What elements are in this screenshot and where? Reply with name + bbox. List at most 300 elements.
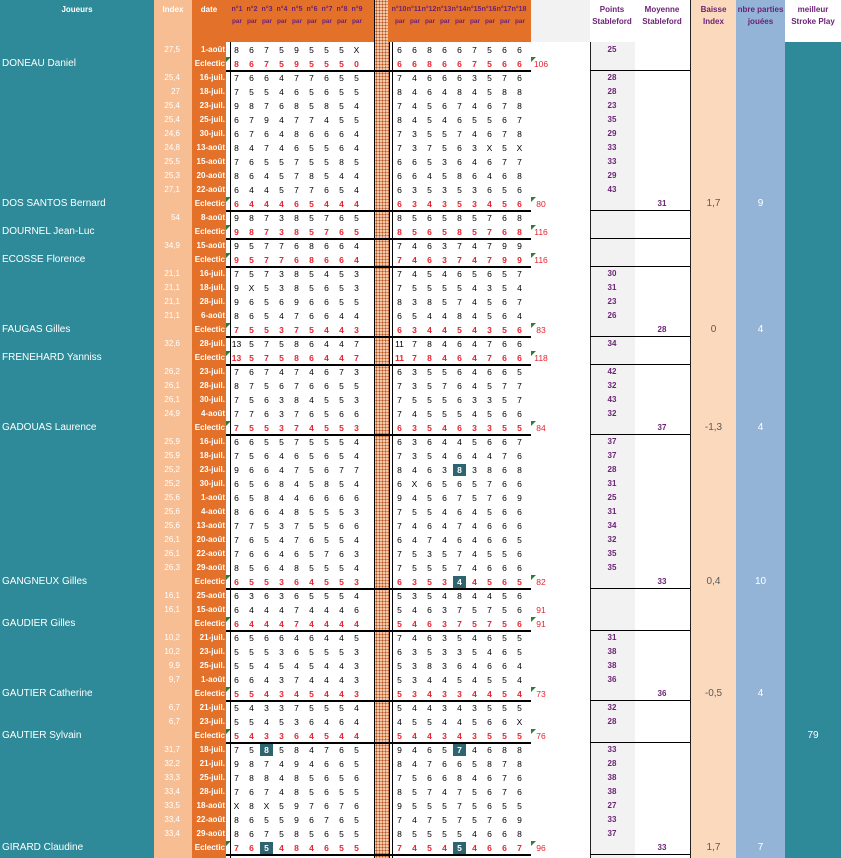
hole-score: 4 — [412, 73, 417, 83]
hole-score: 6 — [234, 115, 239, 125]
hole-score: 6 — [324, 773, 329, 783]
round-date[interactable]: 21-juil. — [199, 703, 225, 712]
hole-score: 5 — [309, 521, 314, 531]
hole-score: 6 — [234, 437, 239, 447]
hole-score: 4 — [354, 143, 359, 153]
hole-score: 7 — [264, 45, 269, 55]
hole-score: 5 — [442, 129, 447, 139]
hole-score: 5 — [517, 703, 522, 713]
hole-score: 3 — [442, 241, 447, 251]
hole-score: 4 — [472, 409, 477, 419]
round-date[interactable]: 23-juil. — [199, 101, 225, 110]
hole-score: 6 — [234, 479, 239, 489]
round-date[interactable]: 13-août — [196, 143, 225, 152]
hole-score: 7 — [279, 241, 284, 251]
hole-score: 5 — [412, 227, 417, 237]
hole-score: 4 — [472, 367, 477, 377]
hole-score: 4 — [294, 689, 299, 699]
round-row — [0, 799, 841, 813]
round-row — [0, 141, 841, 155]
hole-score: 4 — [427, 199, 432, 209]
round-date[interactable]: 23-juil. — [199, 465, 225, 474]
round-row — [0, 463, 841, 477]
hole-score: 5 — [472, 815, 477, 825]
hole-score: 5 — [502, 703, 507, 713]
hole-score: 7 — [427, 815, 432, 825]
hole-score: 6 — [324, 465, 329, 475]
hole-score: 6 — [502, 311, 507, 321]
hole-score: 5 — [457, 199, 462, 209]
hole-score: 5 — [309, 283, 314, 293]
round-date[interactable]: 29-août — [196, 563, 225, 572]
hole-score: 4 — [324, 199, 329, 209]
hole-score: 6 — [234, 493, 239, 503]
hole-score: 8 — [427, 45, 432, 55]
round-date[interactable]: 15-août — [196, 241, 225, 250]
hole-number-header: n°15 — [466, 6, 482, 13]
hole-score: 4 — [472, 451, 477, 461]
hole-score: 6 — [457, 451, 462, 461]
player-name[interactable]: FRENEHARD Yanniss — [2, 352, 102, 363]
hole-score: 7 — [397, 773, 402, 783]
hole-score: 5 — [397, 731, 402, 741]
hole-score: 6 — [324, 787, 329, 797]
moyenne-stableford: 28 — [657, 325, 667, 334]
eclectic-marker-icon — [531, 687, 536, 692]
hole-score: 6 — [502, 507, 507, 517]
hole-score: 4 — [442, 353, 447, 363]
hole-score: 5 — [324, 703, 329, 713]
hole-score: 6 — [249, 171, 254, 181]
hole-score: 6 — [442, 59, 447, 69]
hole-score: 4 — [442, 437, 447, 447]
hole-score: X — [486, 143, 493, 153]
eclectic-total: 80 — [536, 199, 546, 209]
round-date[interactable]: 25-août — [196, 591, 225, 600]
hole-score: 6 — [502, 661, 507, 671]
hole-score: 6 — [324, 283, 329, 293]
index-value: 33,5 — [164, 801, 180, 810]
hole-score: 6 — [502, 45, 507, 55]
hole-score: 6 — [457, 381, 462, 391]
hole-score: 7 — [502, 73, 507, 83]
hole-score: 4 — [339, 689, 344, 699]
hole-score: 7 — [487, 353, 492, 363]
hole-score: 6 — [397, 171, 402, 181]
hole-score: 6 — [249, 787, 254, 797]
player-name[interactable]: ECOSSE Florence — [2, 254, 86, 265]
hole-score: 8 — [294, 283, 299, 293]
hole-score: 7 — [427, 535, 432, 545]
hole-score: 7 — [234, 773, 239, 783]
hole-score: 6 — [427, 479, 432, 489]
round-date[interactable]: 1-août — [201, 493, 225, 502]
hole-score: 6 — [397, 367, 402, 377]
round-date[interactable]: 18-juil. — [199, 283, 225, 292]
hole-score: 4 — [442, 591, 447, 601]
nbre-parties: 9 — [757, 198, 764, 209]
hole-score: 6 — [427, 213, 432, 223]
round-date[interactable]: 16-juil. — [199, 437, 225, 446]
index-value: 10,2 — [164, 633, 180, 642]
hole-score: 5 — [264, 521, 269, 531]
round-date[interactable]: 1-août — [201, 45, 225, 54]
hole-score: 6 — [294, 647, 299, 657]
hole-score: 7 — [457, 521, 462, 531]
hole-score: 6 — [502, 521, 507, 531]
hole-score: 5 — [442, 297, 447, 307]
hole-score: 4 — [279, 143, 284, 153]
round-date[interactable]: 16-juil. — [199, 269, 225, 278]
round-date[interactable]: 28-juil. — [199, 381, 225, 390]
eclectic-total: 106 — [533, 59, 549, 69]
hole-score: 7 — [457, 801, 462, 811]
hole-score: 6 — [442, 73, 447, 83]
hole-score: 8 — [487, 759, 492, 769]
hole-score: 6 — [309, 633, 314, 643]
hole-score: 5 — [249, 241, 254, 251]
player-name[interactable]: DONEAU Daniel — [2, 58, 76, 69]
round-date[interactable]: 20-août — [196, 171, 225, 180]
hole-score: 6 — [442, 773, 447, 783]
hole-score: 4 — [427, 325, 432, 335]
hole-score: 6 — [442, 45, 447, 55]
hole-score: 4 — [472, 661, 477, 671]
hole-score: 5 — [442, 479, 447, 489]
hole-score: 9 — [397, 745, 402, 755]
hole-number-header: n°5 — [291, 6, 303, 13]
round-date[interactable]: 22-août — [196, 549, 225, 558]
hole-score: 4 — [354, 199, 359, 209]
hole-score: 9 — [397, 493, 402, 503]
hole-score: 5 — [427, 381, 432, 391]
round-date[interactable]: 8-août — [201, 213, 225, 222]
hole-score: 4 — [354, 717, 359, 727]
player-name[interactable]: GADOUAS Laurence — [2, 422, 97, 433]
hole-score: 5 — [264, 157, 269, 167]
hole-score: 8 — [294, 829, 299, 839]
round-date[interactable]: 16-juil. — [199, 73, 225, 82]
player-name[interactable]: GIRARD Claudine — [2, 842, 84, 853]
hole-score: 5 — [309, 227, 314, 237]
hole-score: 4 — [354, 129, 359, 139]
par-header: par — [454, 18, 466, 25]
hole-score: 4 — [264, 171, 269, 181]
hole-score: 5 — [279, 745, 284, 755]
round-date[interactable]: 18-juil. — [199, 451, 225, 460]
hole-score: 6 — [457, 59, 462, 69]
hole-score: 4 — [309, 423, 314, 433]
hole-number-header: n°6 — [306, 6, 318, 13]
hole-score: 6 — [324, 493, 329, 503]
hole-score: 3 — [442, 577, 447, 587]
player-name[interactable]: GANGNEUX Gilles — [2, 576, 88, 587]
hole-score: 8 — [457, 171, 462, 181]
hole-score: 5 — [309, 703, 314, 713]
hole-score: 6 — [427, 73, 432, 83]
hole-score: 5 — [264, 87, 269, 97]
hole-score: 5 — [502, 675, 507, 685]
hole-score: 3 — [472, 395, 477, 405]
hole-score: 7 — [442, 381, 447, 391]
hole-score: 5 — [339, 787, 344, 797]
hole-score: 5 — [457, 185, 462, 195]
round-date[interactable]: 29-août — [196, 829, 225, 838]
hole-score: 7 — [234, 535, 239, 545]
hole-score: 8 — [517, 759, 522, 769]
hole-score: 4 — [339, 325, 344, 335]
hole-score: 5 — [427, 115, 432, 125]
hole-score: 5 — [249, 395, 254, 405]
hole-score: 7 — [264, 101, 269, 111]
round-date[interactable]: 23-juil. — [199, 717, 225, 726]
round-row — [0, 631, 841, 645]
hole-score: 5 — [309, 157, 314, 167]
hole-score: 7 — [324, 549, 329, 559]
hole-score: 5 — [397, 675, 402, 685]
hole-score: 7 — [294, 675, 299, 685]
index-value: 32,2 — [164, 759, 180, 768]
hole-score: 4 — [412, 409, 417, 419]
round-date[interactable]: 18-août — [196, 801, 225, 810]
hole-score: 5 — [309, 507, 314, 517]
hole-score: 4 — [324, 619, 329, 629]
round-date[interactable]: 15-août — [196, 157, 225, 166]
round-date[interactable]: 28-juil. — [199, 787, 225, 796]
hole-score: 6 — [442, 101, 447, 111]
hole-score: 4 — [472, 297, 477, 307]
hole-score: 5 — [412, 773, 417, 783]
hole-score: 6 — [502, 213, 507, 223]
round-date[interactable]: 25-juil. — [199, 661, 225, 670]
hole-score: 5 — [427, 451, 432, 461]
hole-score: 8 — [427, 339, 432, 349]
par-header: par — [261, 18, 273, 25]
player-separator — [590, 854, 690, 855]
hole-score: 5 — [249, 633, 254, 643]
hole-score: 6 — [309, 409, 314, 419]
hole-score: 3 — [472, 73, 477, 83]
hole-score: 9 — [294, 297, 299, 307]
hole-score: 3 — [279, 731, 284, 741]
nbre-parties: 4 — [757, 422, 764, 433]
hole-score: 8 — [294, 773, 299, 783]
round-row — [0, 827, 841, 841]
hole-score: 5 — [339, 115, 344, 125]
hole-score: 4 — [442, 717, 447, 727]
hole-score: 8 — [502, 87, 507, 97]
hole-score: 4 — [279, 535, 284, 545]
index-value: 21,1 — [164, 269, 180, 278]
hole-score: 4 — [412, 633, 417, 643]
hole-score: 6 — [279, 297, 284, 307]
round-date[interactable]: 30-juil. — [199, 395, 225, 404]
player-name[interactable]: GAUTIER Catherine — [2, 688, 93, 699]
hole-score: 7 — [234, 787, 239, 797]
round-date[interactable]: 13-août — [196, 521, 225, 530]
hole-score: 5 — [279, 801, 284, 811]
hole-score: 8 — [294, 745, 299, 755]
player-separator — [226, 854, 531, 856]
round-date[interactable]: 6-août — [201, 311, 225, 320]
hole-score: 6 — [517, 521, 522, 531]
hole-score: 5 — [264, 283, 269, 293]
hole-score: 6 — [264, 633, 269, 643]
hole-score: 5 — [309, 829, 314, 839]
hole-score: 8 — [234, 507, 239, 517]
hole-score: 7 — [397, 129, 402, 139]
hole-score: 8 — [397, 297, 402, 307]
hole-score: 7 — [234, 395, 239, 405]
hole-score: 6 — [457, 45, 462, 55]
stableford-points: 31 — [607, 283, 617, 292]
round-row — [0, 477, 841, 491]
hole-score: 5 — [442, 563, 447, 573]
hole-score: 6 — [249, 507, 254, 517]
par-header: par — [439, 18, 451, 25]
index-value: 25,2 — [164, 479, 180, 488]
index-value: 16,1 — [164, 591, 180, 600]
hole-score: 6 — [249, 367, 254, 377]
hole-score: 5 — [264, 423, 269, 433]
player-name[interactable]: GAUTIER Sylvain — [2, 730, 82, 741]
hole-score: 4 — [354, 703, 359, 713]
hole-score: 5 — [502, 325, 507, 335]
round-date[interactable]: 23-juil. — [199, 647, 225, 656]
hole-score: 7 — [294, 605, 299, 615]
hole-score: 5 — [502, 689, 507, 699]
points-header-2: Stableford — [592, 17, 632, 26]
hole-score: 4 — [279, 73, 284, 83]
hole-score: 6 — [249, 815, 254, 825]
hole-score: 3 — [279, 647, 284, 657]
hole-score: 8 — [294, 213, 299, 223]
hole-score: 5 — [517, 423, 522, 433]
hole-score: 5 — [412, 563, 417, 573]
grid-line — [230, 42, 231, 858]
hole-score: 3 — [279, 675, 284, 685]
hole-score: 4 — [294, 633, 299, 643]
hole-score: 8 — [457, 213, 462, 223]
round-row — [0, 267, 841, 281]
round-date[interactable]: 28-juil. — [199, 339, 225, 348]
round-row — [0, 743, 841, 757]
round-date[interactable]: 22-août — [196, 185, 225, 194]
hole-score: 6 — [234, 185, 239, 195]
hole-score: 6 — [397, 45, 402, 55]
round-date[interactable]: 30-juil. — [199, 479, 225, 488]
round-date[interactable]: 4-août — [201, 409, 225, 418]
index-header: Index — [162, 5, 184, 14]
hole-score: 5 — [309, 591, 314, 601]
round-date[interactable]: 15-août — [196, 605, 225, 614]
eclectic-row — [0, 351, 841, 365]
round-date[interactable]: 20-août — [196, 535, 225, 544]
hole-score: 7 — [294, 115, 299, 125]
hole-score: 4 — [354, 591, 359, 601]
hole-score: 4 — [487, 591, 492, 601]
hole-score: 7 — [234, 521, 239, 531]
player-name[interactable]: FAUGAS Gilles — [2, 324, 71, 335]
round-date[interactable]: 25-juil. — [199, 773, 225, 782]
hole-score: 7 — [294, 535, 299, 545]
round-date[interactable]: 4-août — [201, 507, 225, 516]
hole-score: 6 — [487, 717, 492, 727]
hole-score: 5 — [457, 283, 462, 293]
round-date[interactable]: 18-juil. — [199, 87, 225, 96]
hole-score: 6 — [249, 437, 254, 447]
hole-score: 4 — [442, 535, 447, 545]
hole-score: 6 — [324, 185, 329, 195]
player-name[interactable]: DOS SANTOS Bernard — [2, 198, 106, 209]
hole-score: 4 — [279, 759, 284, 769]
hole-score: 4 — [442, 451, 447, 461]
round-date[interactable]: 18-juil. — [199, 745, 225, 754]
eclectic-total: 116 — [534, 227, 548, 237]
hole-score: 4 — [354, 101, 359, 111]
hole-score: 8 — [234, 311, 239, 321]
hole-score: 5 — [354, 87, 359, 97]
round-date[interactable]: 23-juil. — [199, 367, 225, 376]
stableford-points: 37 — [607, 451, 617, 460]
hole-score: 6 — [264, 549, 269, 559]
eclectic-marker-icon — [531, 323, 536, 328]
hole-score: 4 — [427, 171, 432, 181]
hole-score: 5 — [339, 703, 344, 713]
hole-score: 4 — [339, 605, 344, 615]
hole-score: 6 — [487, 535, 492, 545]
hole-score: 5 — [427, 717, 432, 727]
round-date[interactable]: 30-juil. — [199, 129, 225, 138]
round-date[interactable]: 22-août — [196, 815, 225, 824]
hole-score: 4 — [354, 185, 359, 195]
par-header: par — [514, 18, 526, 25]
hole-score: 4 — [354, 241, 359, 251]
hole-score: 3 — [412, 689, 417, 699]
hole-score: 5 — [339, 59, 344, 69]
hole-score: 4 — [412, 115, 417, 125]
round-date[interactable]: 21-juil. — [199, 759, 225, 768]
hole-score: 8 — [294, 269, 299, 279]
hole-score: 7 — [457, 241, 462, 251]
hole-score: 6 — [249, 535, 254, 545]
hole-score: 3 — [279, 577, 284, 587]
hole-score: 7 — [517, 381, 522, 391]
stableford-points: 35 — [607, 549, 617, 558]
round-date[interactable]: 1-août — [201, 675, 225, 684]
round-date[interactable]: 21-juil. — [199, 633, 225, 642]
hole-score: 7 — [294, 409, 299, 419]
round-date[interactable]: 28-juil. — [199, 297, 225, 306]
hole-score: 7 — [264, 59, 269, 69]
hole-score: 4 — [472, 241, 477, 251]
hole-score: 4 — [354, 171, 359, 181]
hole-score: 6 — [517, 605, 522, 615]
hole-score: 7 — [264, 339, 269, 349]
hole-score: 4 — [412, 605, 417, 615]
round-row — [0, 785, 841, 799]
hole-score: 8 — [397, 787, 402, 797]
hole-score: 7 — [457, 549, 462, 559]
player-name[interactable]: DOURNEL Jean-Luc — [2, 226, 95, 237]
hole-score: 5 — [249, 563, 254, 573]
hole-score: 5 — [309, 563, 314, 573]
hole-score: 5 — [427, 395, 432, 405]
par-header: par — [246, 18, 258, 25]
player-name[interactable]: GAUDIER Gilles — [2, 618, 76, 629]
hole-score: 7 — [397, 241, 402, 251]
round-date[interactable]: 25-juil. — [199, 115, 225, 124]
